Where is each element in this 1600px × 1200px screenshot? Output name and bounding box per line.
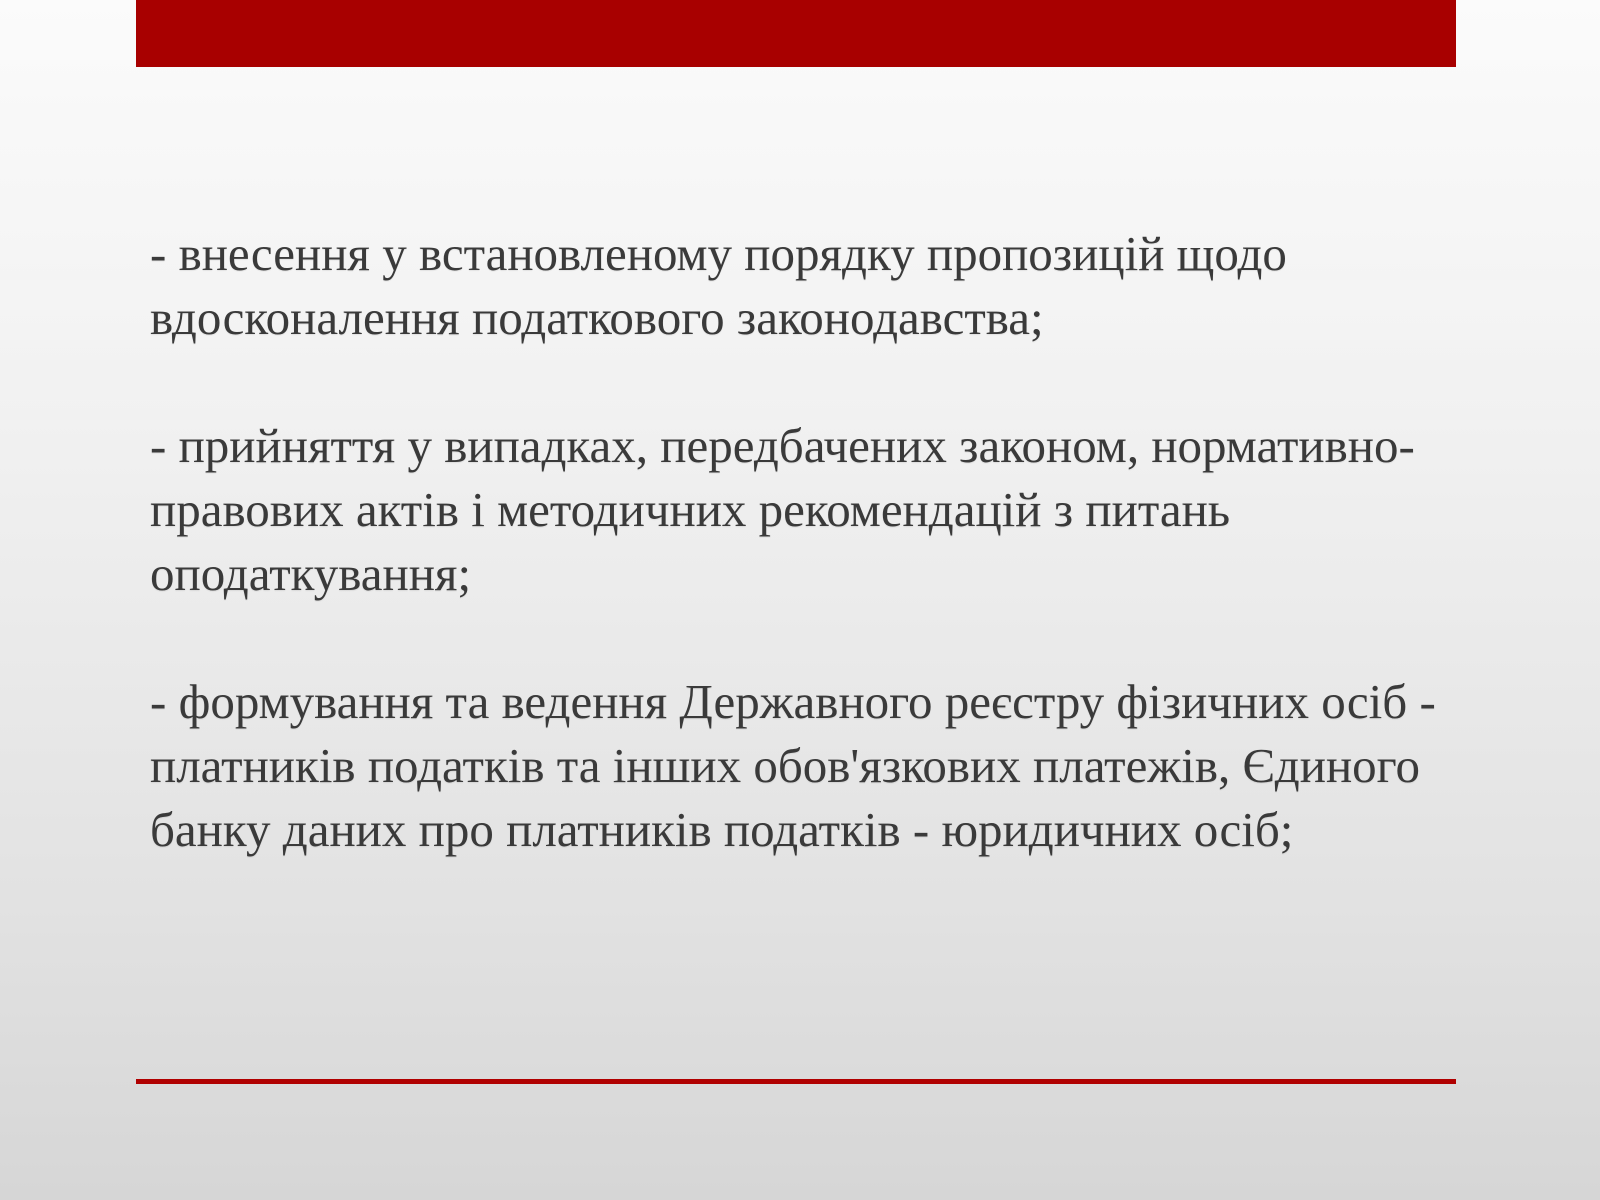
paragraph-taxpayer-registry: - формування та ведення Державного реєстру фізичних осіб - платників податків та інших обов'язкових платежів, Єдиного банку даних про платників податків - юридичних осіб; bbox=[150, 674, 1436, 857]
top-accent-band bbox=[136, 0, 1456, 67]
bottom-accent-rule bbox=[136, 1079, 1456, 1084]
paragraph-tax-legislation-proposals: - внесення у встановленому порядку пропозицій щодо вдосконалення податкового законодавства; bbox=[150, 226, 1287, 345]
paragraph-regulatory-acts: - прийняття у випадках, передбачених законом, нормативно-правових актів і методичних рекомендацій з питань оподаткування; bbox=[150, 418, 1415, 601]
slide-body bbox=[150, 222, 1440, 926]
